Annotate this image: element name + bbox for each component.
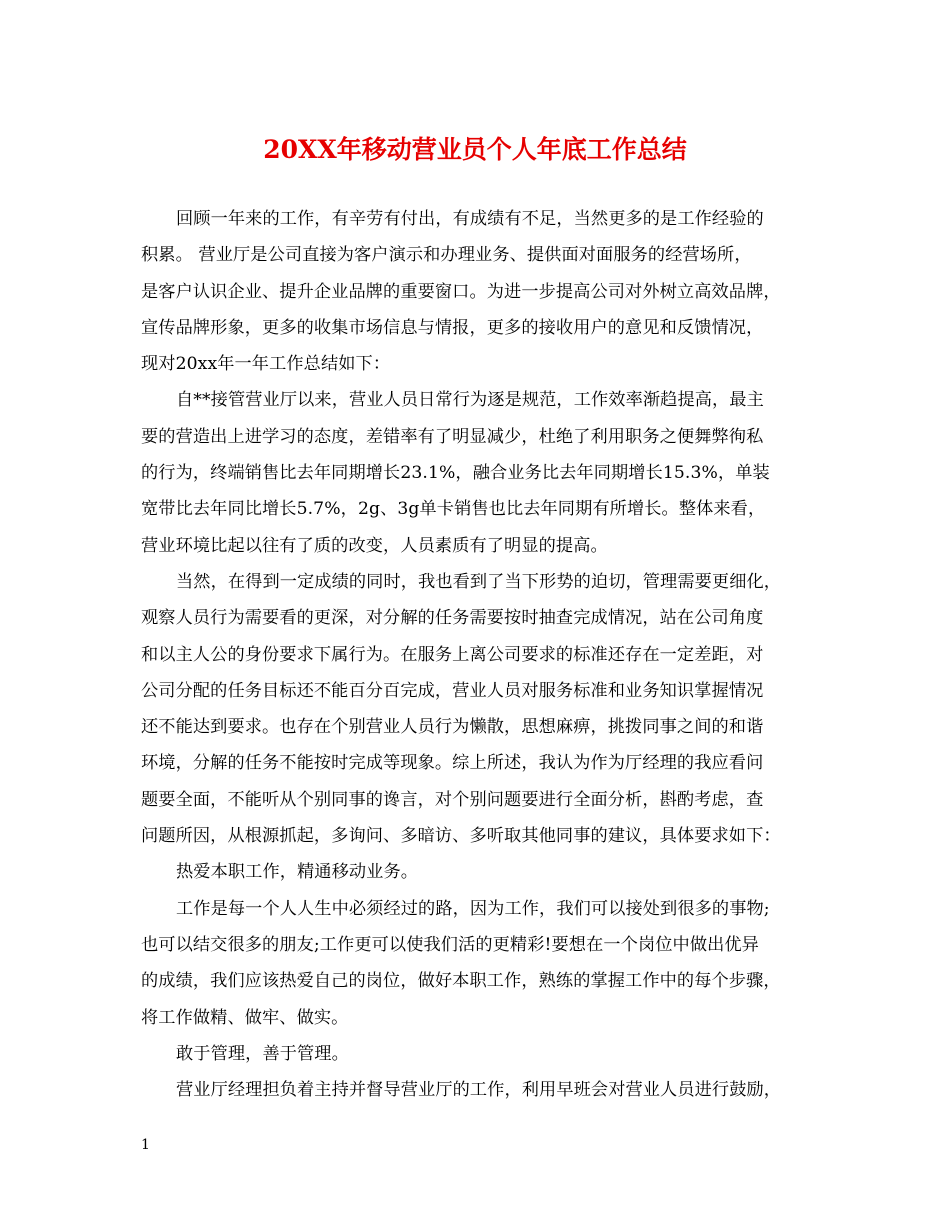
body-line: 要的营造出上进学习的态度，差错率有了明显减少，杜绝了利用职务之便舞弊徇私 <box>141 426 764 447</box>
body-line: 营业环境比起以往有了质的改变，人员素质有了明显的提高。 <box>141 535 608 556</box>
section-heading: 热爱本职工作，精通移动业务。 <box>176 862 419 883</box>
body-line: 将工作做精、做牢、做实。 <box>141 1007 349 1028</box>
body-line: 当然，在得到一定成绩的同时，我也看到了当下形势的迫切，管理需要更细化， <box>176 571 782 592</box>
body-line: 问题所因，从根源抓起，多询问、多暗访、多听取其他同事的建议，具体要求如下： <box>141 826 781 847</box>
body-line: 的行为，终端销售比去年同期增长23.1%，融合业务比去年同期增长15.3%，单装 <box>141 463 770 484</box>
body-line: 宽带比去年同比增长5.7%，2g、3g单卡销售也比去年同期有所增长。整体来看， <box>141 499 766 520</box>
body-line: 积累。 营业厅是公司直接为客户演示和办理业务、提供面对面服务的经营场所， <box>141 245 752 266</box>
body-line: 环境，分解的任务不能按时完成等现象。综上所述，我认为作为厅经理的我应看问 <box>141 753 764 774</box>
body-line: 工作是每一个人人生中必须经过的路，因为工作，我们可以接处到很多的事物; <box>176 898 770 919</box>
body-line: 题要全面，不能听从个别同事的谗言，对个别问题要进行全面分析，斟酌考虑，查 <box>141 789 764 810</box>
body-line: 自**接管营业厅以来，营业人员日常行为逐是规范，工作效率渐趋提高，最主 <box>176 390 764 411</box>
document-body <box>141 201 829 1108</box>
body-line: 现对20xx年一年工作总结如下： <box>141 354 391 375</box>
body-line: 还不能达到要求。也存在个别营业人员行为懒散，思想麻痹，挑拨同事之间的和谐 <box>141 717 764 738</box>
body-line: 和以主人公的身份要求下属行为。在服务上离公司要求的标准还存在一定差距，对 <box>141 644 764 665</box>
body-line: 回顾一年来的工作，有辛劳有付出，有成绩有不足，当然更多的是工作经验的 <box>176 209 764 229</box>
body-line: 公司分配的任务目标还不能百分百完成，营业人员对服务标准和业务知识掌握情况 <box>141 680 764 701</box>
body-line: 的成绩，我们应该热爱自己的岗位，做好本职工作，熟练的掌握工作中的每个步骤， <box>141 971 781 992</box>
body-line: 也可以结交很多的朋友;工作更可以使我们活的更精彩!要想在一个岗位中做出优异 <box>141 934 759 955</box>
body-line: 宣传品牌形象，更多的收集市场信息与情报，更多的接收用户的意见和反馈情况， <box>141 317 764 338</box>
page-number: 1 <box>141 1137 150 1153</box>
body-line: 营业厅经理担负着主持并督导营业厅的工作，利用早班会对营业人员进行鼓励， <box>176 1080 782 1101</box>
document-title: 20XX年移动营业员个人年底工作总结 <box>263 135 687 164</box>
body-line: 是客户认识企业、提升企业品牌的重要窗口。为进一步提高公司对外树立高效品牌， <box>141 281 781 302</box>
section-heading: 敢于管理，善于管理。 <box>176 1043 349 1064</box>
body-line: 观察人员行为需要看的更深，对分解的任务需要按时抽查完成情况，站在公司角度 <box>141 608 764 629</box>
